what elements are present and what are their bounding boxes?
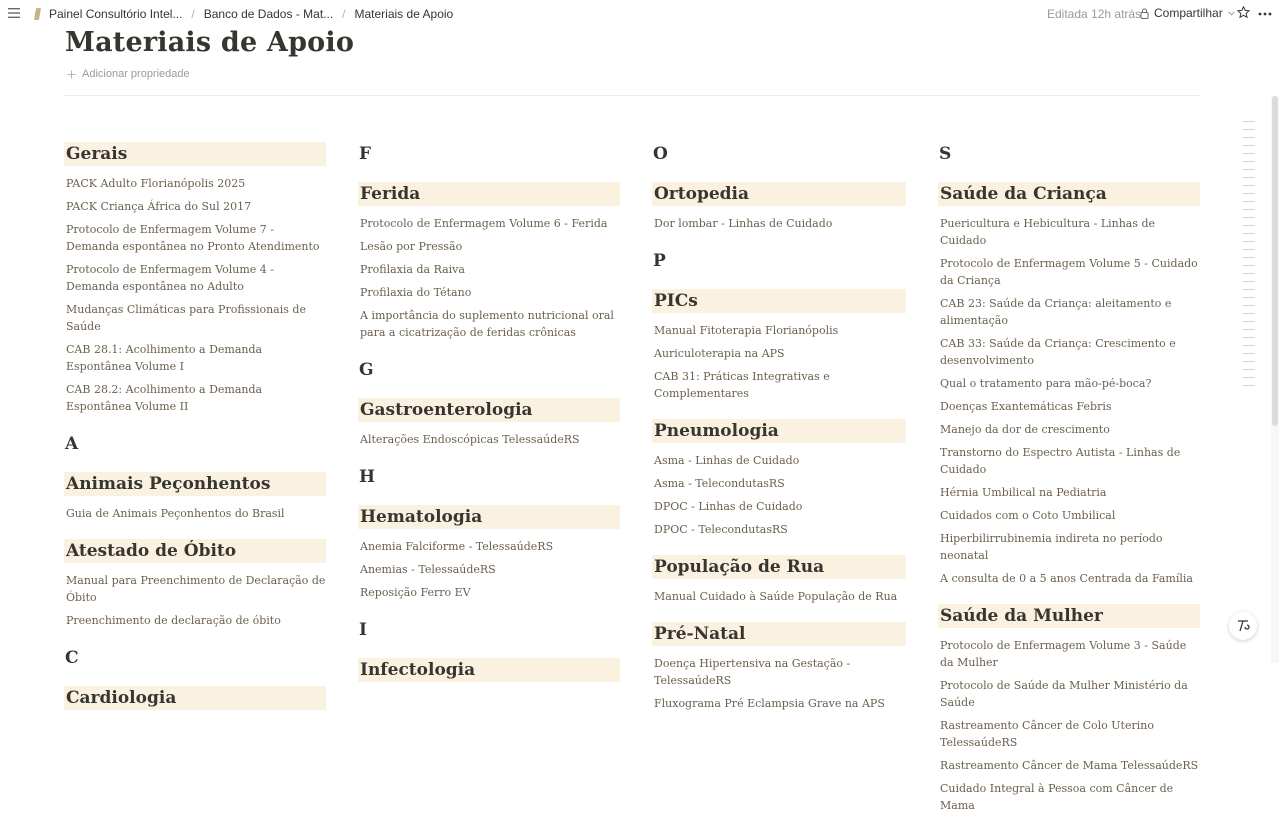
material-link[interactable]: Asma - Linhas de Cuidado	[654, 454, 800, 467]
material-link[interactable]: CAB 28.2: Acolhimento a Demanda Espontânea Volume II	[66, 383, 263, 413]
material-link[interactable]: DPOC - TelecondutasRS	[654, 523, 788, 536]
material-link[interactable]: Anemias - TelessaúdeRS	[360, 563, 496, 576]
section-letter-c: C	[65, 648, 79, 668]
chevron-down-icon	[1228, 11, 1235, 16]
category-heading-ferida: Ferida	[358, 182, 620, 206]
material-link[interactable]: Fluxograma Pré Eclampsia Grave na APS	[654, 697, 885, 710]
material-link[interactable]: Reposição Ferro EV	[360, 586, 471, 599]
material-link[interactable]: Puericultura e Hebicultura - Linhas de Cuidado	[940, 217, 1156, 247]
material-link[interactable]: Qual o tratamento para mão-pé-boca?	[940, 377, 1152, 390]
material-link[interactable]: Hiperbilirrubinemia indireta no período neonatal	[940, 532, 1163, 562]
material-link[interactable]: CAB 23: Saúde da Criança: aleitamento e alimentação	[940, 297, 1172, 327]
material-link[interactable]: Cuidados com o Coto Umbilical	[940, 509, 1116, 522]
material-link[interactable]: CAB 31: Práticas Integrativas e Complementares	[654, 370, 830, 400]
material-link[interactable]: Auriculoterapia na APS	[654, 347, 785, 360]
category-heading-ortopedia: Ortopedia	[652, 182, 906, 206]
breadcrumb-item-painel[interactable]: Painel Consultório Intel...	[49, 7, 183, 21]
material-link[interactable]: PACK Criança África do Sul 2017	[66, 200, 252, 213]
more-icon[interactable]	[1258, 12, 1272, 16]
breadcrumb-separator: /	[191, 7, 195, 21]
category-heading-gerais: Gerais	[64, 142, 326, 166]
category-heading-atestado-de-obito: Atestado de Óbito	[64, 539, 326, 563]
material-link[interactable]: Rastreamento Câncer de Mama TelessaúdeRS	[940, 759, 1199, 772]
category-heading-hematologia: Hematologia	[358, 505, 620, 529]
help-button[interactable]	[1229, 612, 1257, 640]
column-4	[938, 142, 1200, 831]
category-heading-saude-da-mulher: Saúde da Mulher	[938, 604, 1200, 628]
section-letter-g: G	[359, 360, 374, 380]
section-letter-o: O	[653, 144, 668, 164]
menu-icon[interactable]	[7, 6, 21, 20]
section-letter-i: I	[359, 620, 367, 640]
material-link[interactable]: Manual para Preenchimento de Declaração de Óbito	[66, 574, 326, 604]
material-link[interactable]: Dor lombar - Linhas de Cuidado	[654, 217, 833, 230]
help-icon	[1236, 619, 1250, 633]
lock-icon	[1140, 8, 1149, 19]
material-link[interactable]: Protocolo de Enfermagem Volume 6 - Ferida	[360, 217, 608, 230]
material-link[interactable]: Manual Cuidado à Saúde População de Rua	[654, 590, 898, 603]
material-link[interactable]: Cuidado Integral à Pessoa com Câncer de Mama	[940, 782, 1174, 812]
material-link[interactable]: A consulta de 0 a 5 anos Centrada da Família	[940, 572, 1193, 585]
star-icon[interactable]	[1237, 6, 1250, 19]
scrollbar-thumb[interactable]	[1272, 96, 1278, 426]
share-button[interactable]	[1140, 6, 1235, 20]
page-title[interactable]: Materiais de Apoio	[65, 27, 355, 58]
column-1	[64, 142, 326, 730]
material-link[interactable]: DPOC - Linhas de Cuidado	[654, 500, 803, 513]
plus-icon	[67, 70, 76, 79]
column-2	[358, 142, 620, 702]
add-property-label: Adicionar propriedade	[82, 68, 190, 80]
section-letter-a: A	[65, 434, 79, 454]
material-link[interactable]: Doenças Exantemáticas Febris	[940, 400, 1112, 413]
material-link[interactable]: Profilaxia da Raiva	[360, 263, 465, 276]
material-link[interactable]: A importância do suplemento nutricional oral para a cicatrização de feridas crônicas	[360, 309, 614, 339]
material-link[interactable]: Protocolo de Saúde da Mulher Ministério da Saúde	[940, 679, 1188, 709]
material-link[interactable]: PACK Adulto Florianópolis 2025	[66, 177, 246, 190]
material-link[interactable]: Lesão por Pressão	[360, 240, 463, 253]
section-letter-p: P	[653, 251, 666, 271]
category-heading-gastroenterologia: Gastroenterologia	[358, 398, 620, 422]
material-link[interactable]: Rastreamento Câncer de Colo Uterino TelessaúdeRS	[940, 719, 1154, 749]
material-link[interactable]: Protocolo de Enfermagem Volume 5 - Cuidado da Criança	[940, 257, 1198, 287]
material-link[interactable]: CAB 28.1: Acolhimento a Demanda Espontânea Volume I	[66, 343, 263, 373]
material-link[interactable]: Manejo da dor de crescimento	[940, 423, 1110, 436]
breadcrumb-item-banco[interactable]: Banco de Dados - Mat...	[203, 7, 334, 21]
material-link[interactable]: Hérnia Umbilical na Pediatria	[940, 486, 1107, 499]
section-letter-f: F	[359, 144, 372, 164]
category-heading-pre-natal: Pré-Natal	[652, 622, 906, 646]
breadcrumb	[35, 7, 453, 21]
material-link[interactable]: Mudanças Climáticas para Profissionais de Saúde	[66, 303, 306, 333]
breadcrumb-separator: /	[342, 7, 346, 21]
category-heading-infectologia: Infectologia	[358, 658, 620, 682]
top-bar	[0, 0, 1280, 28]
material-link[interactable]: Asma - TelecondutasRS	[654, 477, 785, 490]
category-heading-saude-da-crianca: Saúde da Criança	[938, 182, 1200, 206]
section-letter-s: S	[939, 144, 952, 164]
share-label: Compartilhar	[1154, 6, 1223, 20]
category-heading-cardiologia: Cardiologia	[64, 686, 326, 710]
category-heading-pics: PICs	[652, 289, 906, 313]
column-3	[652, 142, 906, 729]
category-heading-pneumologia: Pneumologia	[652, 419, 906, 443]
material-link[interactable]: Protocolo de Enfermagem Volume 4 - Demanda espontânea no Adulto	[66, 263, 275, 293]
edited-timestamp: Editada 12h atrás	[1047, 7, 1142, 21]
material-link[interactable]: Profilaxia do Tétano	[360, 286, 472, 299]
breadcrumb-item-current[interactable]: Materiais de Apoio	[354, 7, 454, 21]
material-link[interactable]: Doença Hipertensiva na Gestação - TelessaúdeRS	[654, 657, 851, 687]
divider	[64, 95, 1200, 96]
category-heading-populacao-de-rua: População de Rua	[652, 555, 906, 579]
table-of-contents[interactable]	[1243, 121, 1255, 393]
material-link[interactable]: Alterações Endoscópicas TelessaúdeRS	[360, 433, 580, 446]
category-heading-animais-peconhentos: Animais Peçonhentos	[64, 472, 326, 496]
material-link[interactable]: Anemia Falciforme - TelessaúdeRS	[360, 540, 554, 553]
material-link[interactable]: Guia de Animais Peçonhentos do Brasil	[66, 507, 285, 520]
material-link[interactable]: Protocolo de Enfermagem Volume 7 - Demanda espontânea no Pronto Atendimento	[66, 223, 320, 253]
material-link[interactable]: Manual Fitoterapia Florianópolis	[654, 324, 839, 337]
material-link[interactable]: Transtorno do Espectro Autista - Linhas de Cuidado	[940, 446, 1181, 476]
material-link[interactable]: Protocolo de Enfermagem Volume 3 - Saúde da Mulher	[940, 639, 1187, 669]
material-link[interactable]: CAB 33: Saúde da Criança: Crescimento e desenvolvimento	[940, 337, 1176, 367]
section-letter-h: H	[359, 467, 376, 487]
page-icon	[34, 8, 41, 20]
add-property-button[interactable]	[67, 68, 190, 80]
material-link[interactable]: Preenchimento de declaração de óbito	[66, 614, 281, 627]
